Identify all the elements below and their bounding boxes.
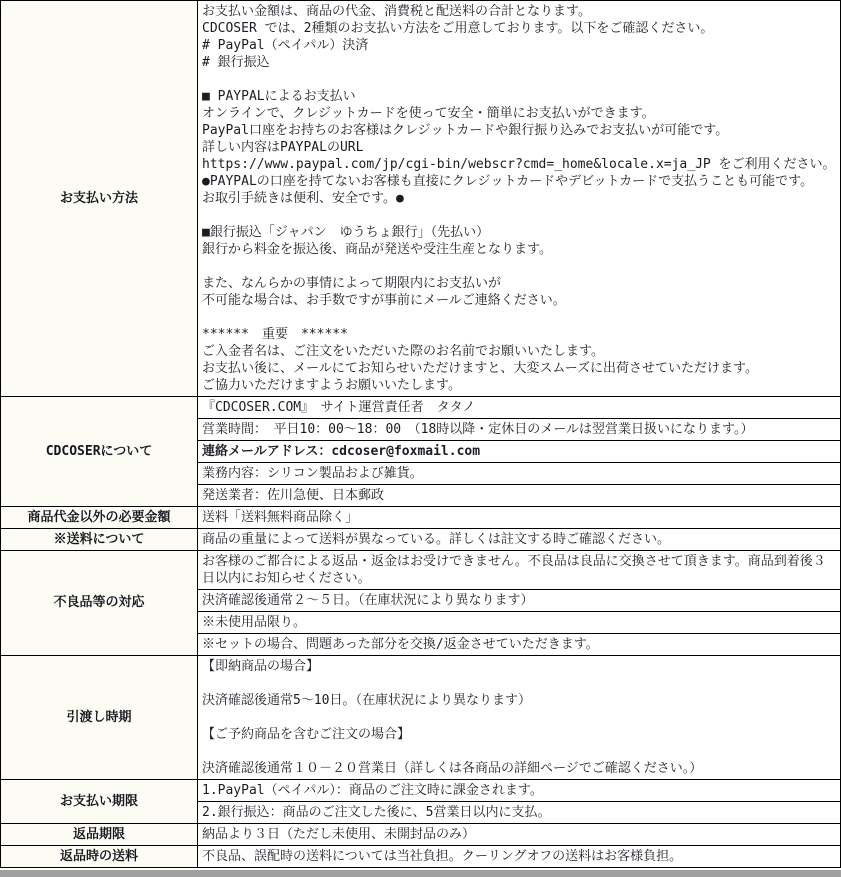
row-content-column	[198, 780, 840, 823]
row-header: 不良品等の対応	[1, 551, 198, 655]
row-content-cell	[198, 634, 840, 655]
text-line: お取引手続きは便利、安全です。●	[202, 191, 404, 206]
blank-line	[202, 258, 836, 275]
blank-line	[202, 309, 836, 326]
text-line: 発送業者：佐川急便、日本郵政	[202, 488, 385, 503]
blank-line	[202, 675, 836, 692]
text-line: 2.銀行振込：商品のご注文した後に、5営業日以内に支払。	[202, 805, 551, 820]
row-header: CDCOSERについて	[1, 397, 198, 506]
text-line: 『CDCOSER.COM』 サイト運営責任者 タタノ	[202, 400, 476, 415]
blank-line	[202, 71, 836, 88]
row-header: お支払い期限	[1, 780, 198, 823]
text-line: お支払い後に、メールにてお知らせいただけますと、大変スムーズに出荷させていただけます。	[202, 361, 759, 376]
row-content-cell	[198, 802, 840, 823]
text-line: ※セットの場合、問題あった部分を交換/返金させていただきます。	[202, 637, 599, 652]
bottom-divider	[0, 870, 841, 877]
text-line: 決済確認後通常２～５日。（在庫状況により異なります）	[202, 593, 534, 608]
text-line: オンラインで、クレジットカードを使って安全・簡単にお支払いができます。	[202, 106, 655, 121]
row-header: 商品代金以外の必要金額	[1, 507, 198, 528]
text-line: 不良品、誤配時の送料については当社負担。クーリングオフの送料はお客様負担。	[202, 849, 683, 864]
text-line: ■ PAYPALによるお支払い	[202, 89, 356, 104]
text-line: 営業時間： 平日10：00～18：00 （18時以降・定休日のメールは翌営業日扱いになります。）	[202, 422, 754, 437]
row-content-column	[198, 507, 840, 528]
text-line: 決済確認後通常5～10日。（在庫状況により異なります）	[202, 693, 531, 708]
row-content-column	[198, 824, 840, 845]
text-line: 不可能な場合は、お手数ですが事前にメールご連絡ください。	[202, 293, 566, 308]
row-content-cell	[198, 529, 840, 550]
text-line: ****** 重要 ******	[202, 327, 348, 342]
text-line: 業務内容：シリコン製品および雑貨。	[202, 466, 423, 481]
row-content-column	[198, 846, 840, 867]
row-content-cell	[198, 612, 840, 634]
text-line: # PayPal（ペイパル）決済	[202, 38, 369, 53]
text-line: ※未使用品限り。	[202, 615, 307, 630]
text-line: 送料「送料無料商品除く」	[202, 510, 359, 525]
row-content-cell	[198, 507, 840, 528]
table-row	[1, 507, 840, 529]
text-line: お客様のご都合による返品・返金はお受けできません。不良品は良品に交換させて頂きます。商品到着後３日以内にお知らせください。	[202, 554, 826, 586]
blank-line	[202, 709, 836, 726]
table-row	[1, 846, 840, 868]
table-row	[1, 551, 840, 656]
row-header: 返品時の送料	[1, 846, 198, 867]
row-content-cell	[198, 780, 840, 802]
row-header: ※送料について	[1, 529, 198, 550]
text-line: 1.PayPal（ペイパル）：商品のご注文時に課金されます。	[202, 783, 543, 798]
text-line: 【即納商品の場合】	[202, 659, 320, 674]
row-content-cell	[198, 1, 840, 396]
text-line: また、なんらかの事情によって期限内にお支払いが	[202, 276, 502, 291]
table-row	[1, 824, 840, 846]
text-line: ●PAYPALの口座を持てないお客様も直接にクレジットカードやデビットカードで支払うことも可能です。	[202, 174, 814, 189]
row-content-cell	[198, 824, 840, 845]
row-content-cell	[198, 441, 840, 463]
text-line: CDCOSER では、2種類のお支払い方法をご用意しております。以下をご確認ください。	[202, 21, 714, 36]
row-header: 引渡し時期	[1, 656, 198, 779]
table-row	[1, 1, 840, 397]
text-line: 商品の重量によって送料が異なっている。詳しくは註文する時ご確認ください。	[202, 532, 671, 547]
text-line: 銀行から料金を振込後、商品が発送や受注生産となります。	[202, 242, 552, 257]
blank-line	[202, 743, 836, 760]
row-header: お支払い方法	[1, 1, 198, 396]
row-content-column	[198, 529, 840, 550]
text-line: 【ご予約商品を含むご注文の場合】	[202, 727, 411, 742]
text-line: https://www.paypal.com/jp/cgi-bin/webscr?cmd=_home&locale.x=ja_JP をご利用ください。	[202, 157, 836, 172]
text-line: 決済確認後通常１０－２０営業日（詳しくは各商品の詳細ページでご確認ください。）	[202, 761, 703, 776]
row-content-cell	[198, 846, 840, 867]
text-line: ご協力いただけますようお願いいたします。	[202, 378, 461, 393]
row-content-cell	[198, 397, 840, 419]
text-line: お支払い金額は、商品の代金、消費税と配送料の合計となります。	[202, 4, 591, 19]
table-row	[1, 656, 840, 780]
row-content-column	[198, 1, 840, 396]
text-line: 詳しい内容はPAYPALのURL	[202, 140, 364, 155]
table-row	[1, 529, 840, 551]
blank-line	[202, 207, 836, 224]
text-line: 納品より３日（ただし未使用、未開封品のみ）	[202, 827, 476, 842]
text-line: PayPal口座をお持ちのお客様はクレジットカードや銀行振り込みでお支払いが可能です。	[202, 123, 729, 138]
text-line: 連絡メールアドレス：cdcoser@foxmail.com	[202, 444, 481, 459]
text-line: # 銀行振込	[202, 55, 270, 70]
table-row	[1, 397, 840, 507]
row-content-column	[198, 397, 840, 506]
row-header: 返品期限	[1, 824, 198, 845]
row-content-cell	[198, 419, 840, 441]
row-content-cell	[198, 656, 840, 779]
row-content-cell	[198, 463, 840, 485]
table-row	[1, 780, 840, 824]
row-content-cell	[198, 551, 840, 590]
row-content-column	[198, 656, 840, 779]
text-line: ■銀行振込「ジャパン ゆうちょ銀行」（先払い）	[202, 225, 490, 240]
row-content-cell	[198, 485, 840, 506]
text-line: ご入金者名は、ご注文をいただいた際のお名前でお願いいたします。	[202, 344, 604, 359]
row-content-cell	[198, 590, 840, 612]
row-content-column	[198, 551, 840, 655]
